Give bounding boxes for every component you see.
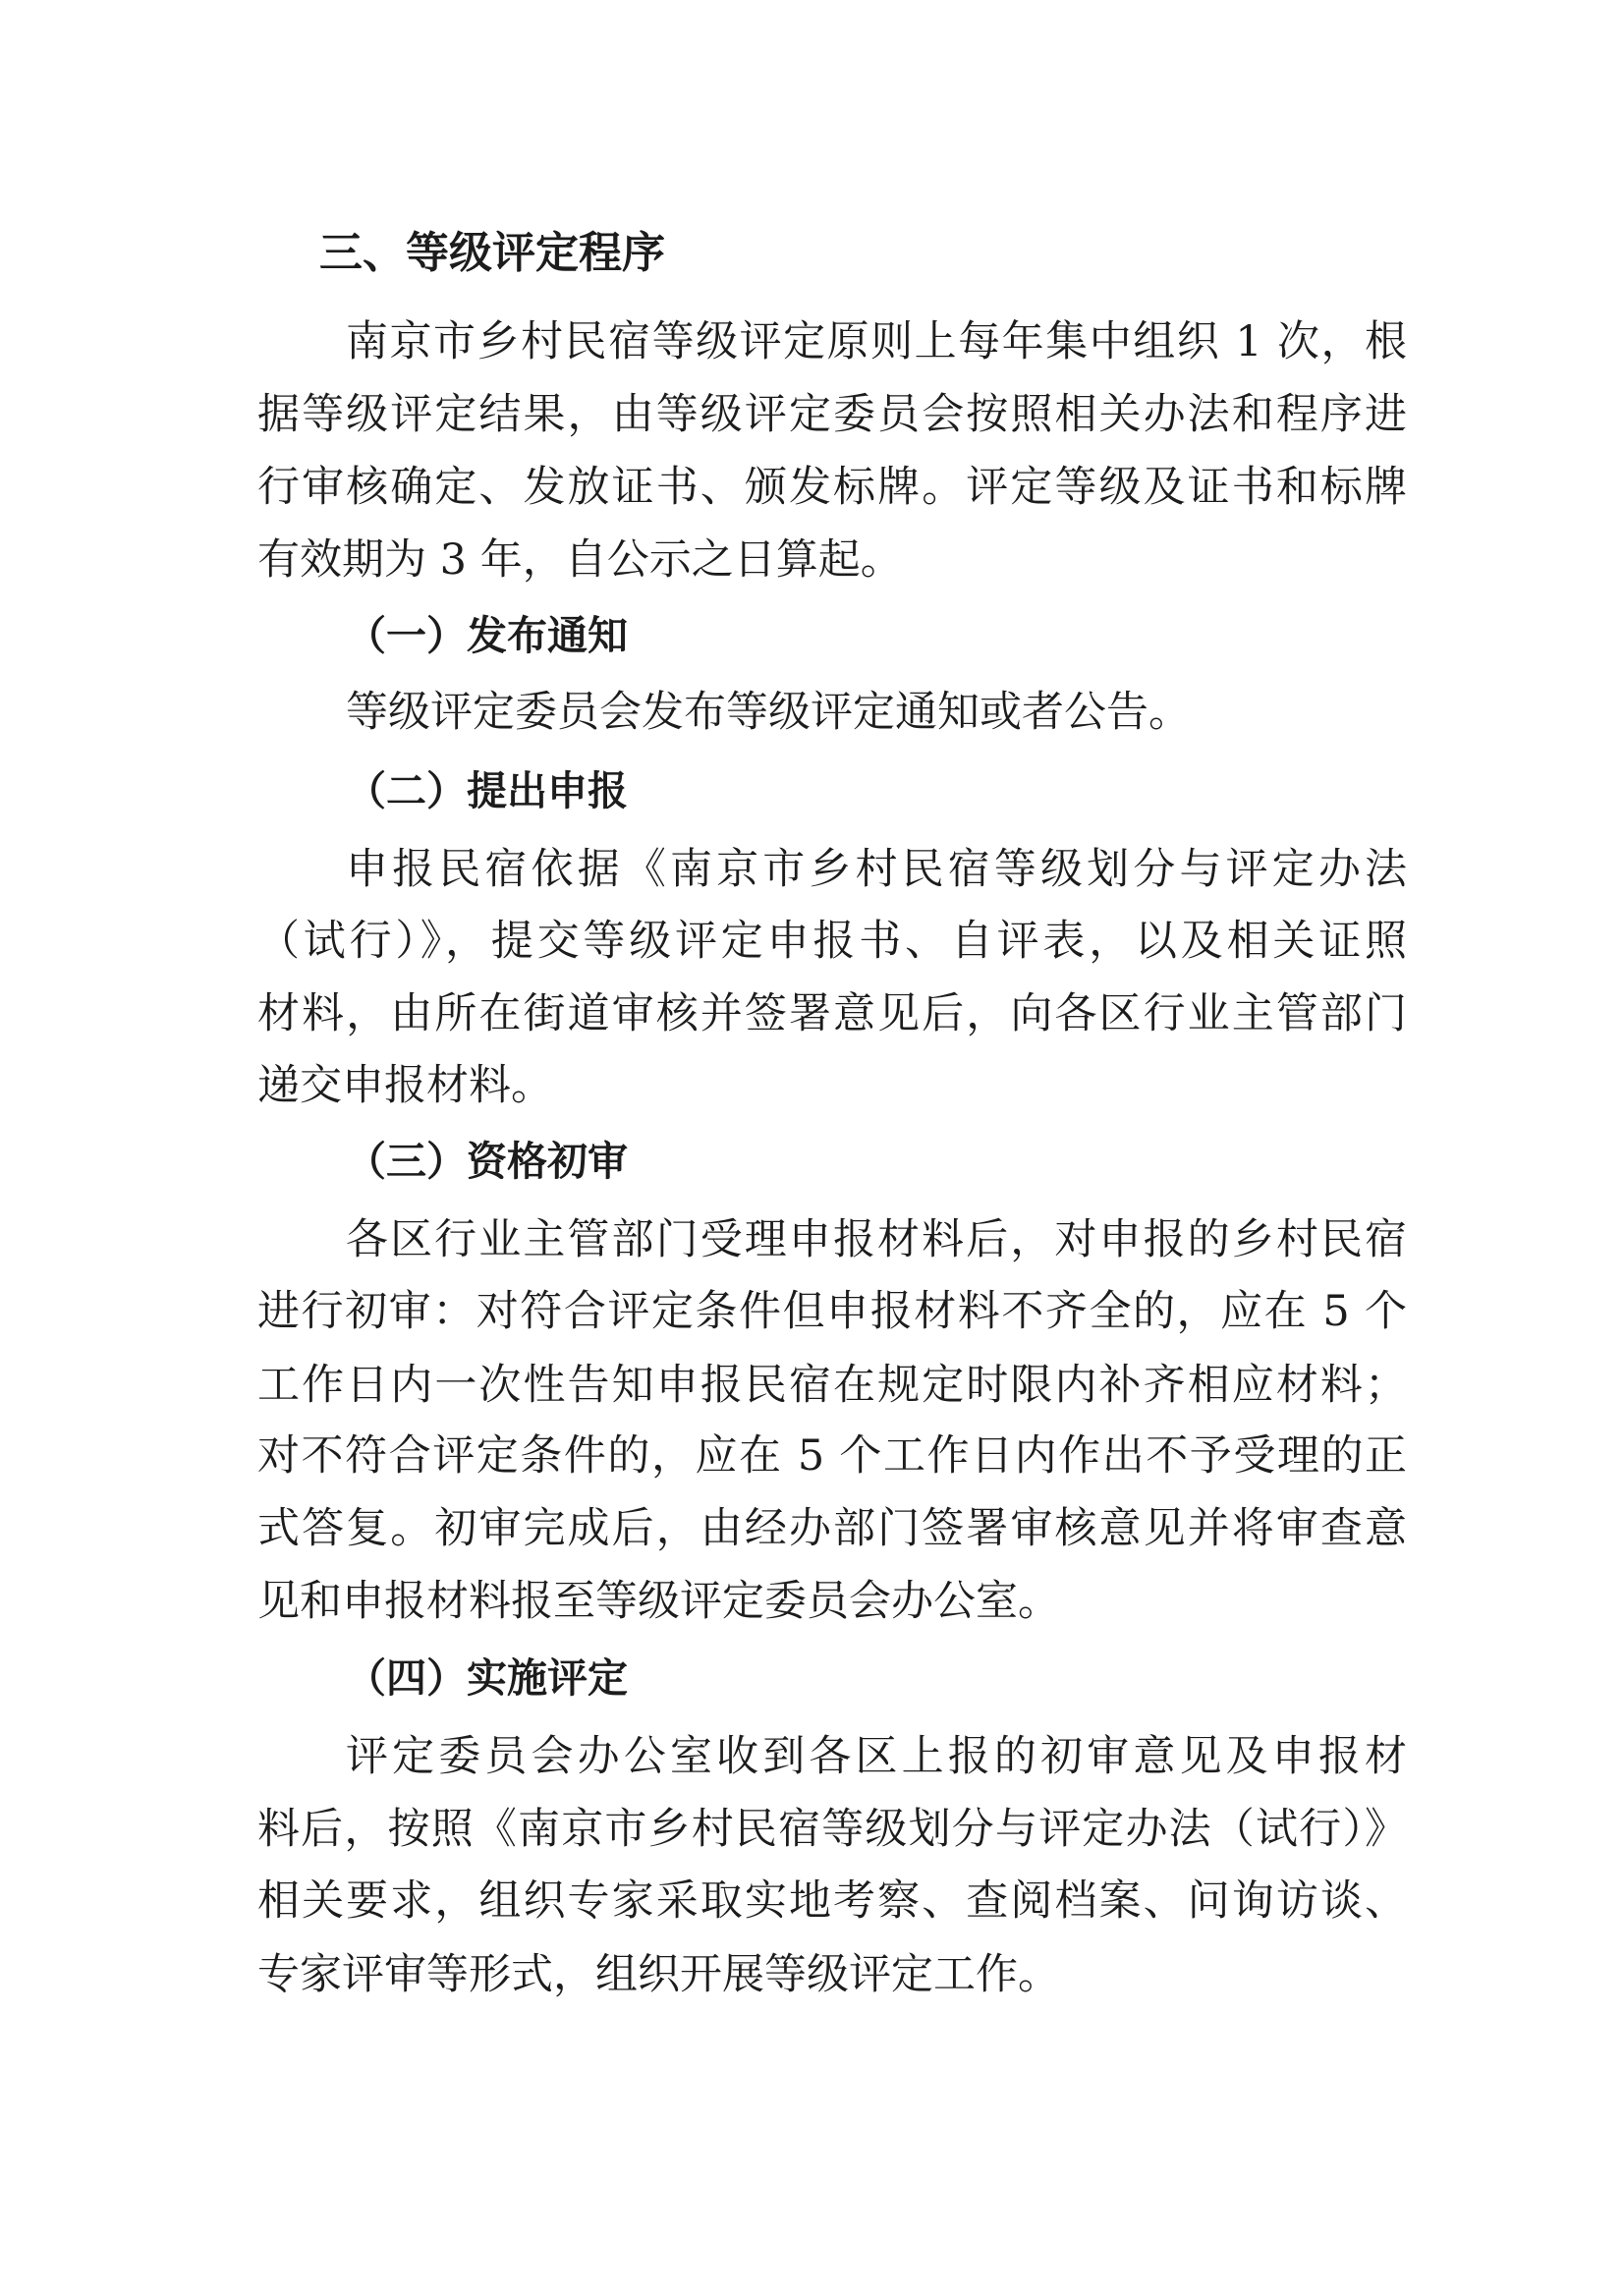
intro-line: 南京市乡村民宿等级评定原则上每年集中组织 1 次，根 [346, 317, 1407, 366]
paragraph-line: 见和申报材料报至等级评定委员会办公室。 [257, 1577, 1060, 1626]
paragraph-line: 工作日内一次性告知申报民宿在规定时限内补齐相应材料； [257, 1361, 1407, 1410]
paragraph-line: 进行初审：对符合评定条件但申报材料不齐全的，应在 5 个 [257, 1287, 1407, 1336]
paragraph-line: 各区行业主管部门受理申报材料后，对申报的乡村民宿 [346, 1215, 1407, 1264]
paragraph-line: 相关要求，组织专家采取实地考察、查阅档案、问询访谈、 [257, 1876, 1407, 1926]
intro-line: 据等级评定结果，由等级评定委员会按照相关办法和程序进 [257, 390, 1407, 439]
subsection-heading: （四）实施评定 [346, 1654, 628, 1702]
subsection-heading: （二）提出申报 [346, 767, 628, 814]
intro-line: 行审核确定、发放证书、颁发标牌。评定等级及证书和标牌 [257, 463, 1407, 512]
subsection-heading: （三）资格初审 [346, 1138, 628, 1185]
paragraph-line: 材料，由所在街道审核并签署意见后，向各区行业主管部门 [257, 989, 1407, 1038]
intro-line: 有效期为 3 年，自公示之日算起。 [257, 535, 903, 585]
paragraph-line: （试行）》，提交等级评定申报书、自评表，以及相关证照 [257, 917, 1407, 966]
paragraph-line: 对不符合评定条件的，应在 5 个工作日内作出不予受理的正 [257, 1431, 1407, 1481]
paragraph-line: 料后，按照《南京市乡村民宿等级划分与评定办法（试行）》 [257, 1805, 1407, 1854]
paragraph-line: 评定委员会办公室收到各区上报的初审意见及申报材 [346, 1732, 1407, 1781]
paragraph-line: 专家评审等形式，组织开展等级评定工作。 [257, 1950, 1060, 1999]
subsection-heading: （一）发布通知 [346, 612, 628, 659]
section-title: 三、等级评定程序 [319, 228, 665, 278]
paragraph-line: 申报民宿依据《南京市乡村民宿等级划分与评定办法 [346, 845, 1407, 894]
paragraph-line: 等级评定委员会发布等级评定通知或者公告。 [346, 688, 1191, 737]
paragraph-line: 式答复。初审完成后，由经办部门签署审核意见并将审查意 [257, 1504, 1407, 1553]
paragraph-line: 递交申报材料。 [257, 1061, 553, 1110]
